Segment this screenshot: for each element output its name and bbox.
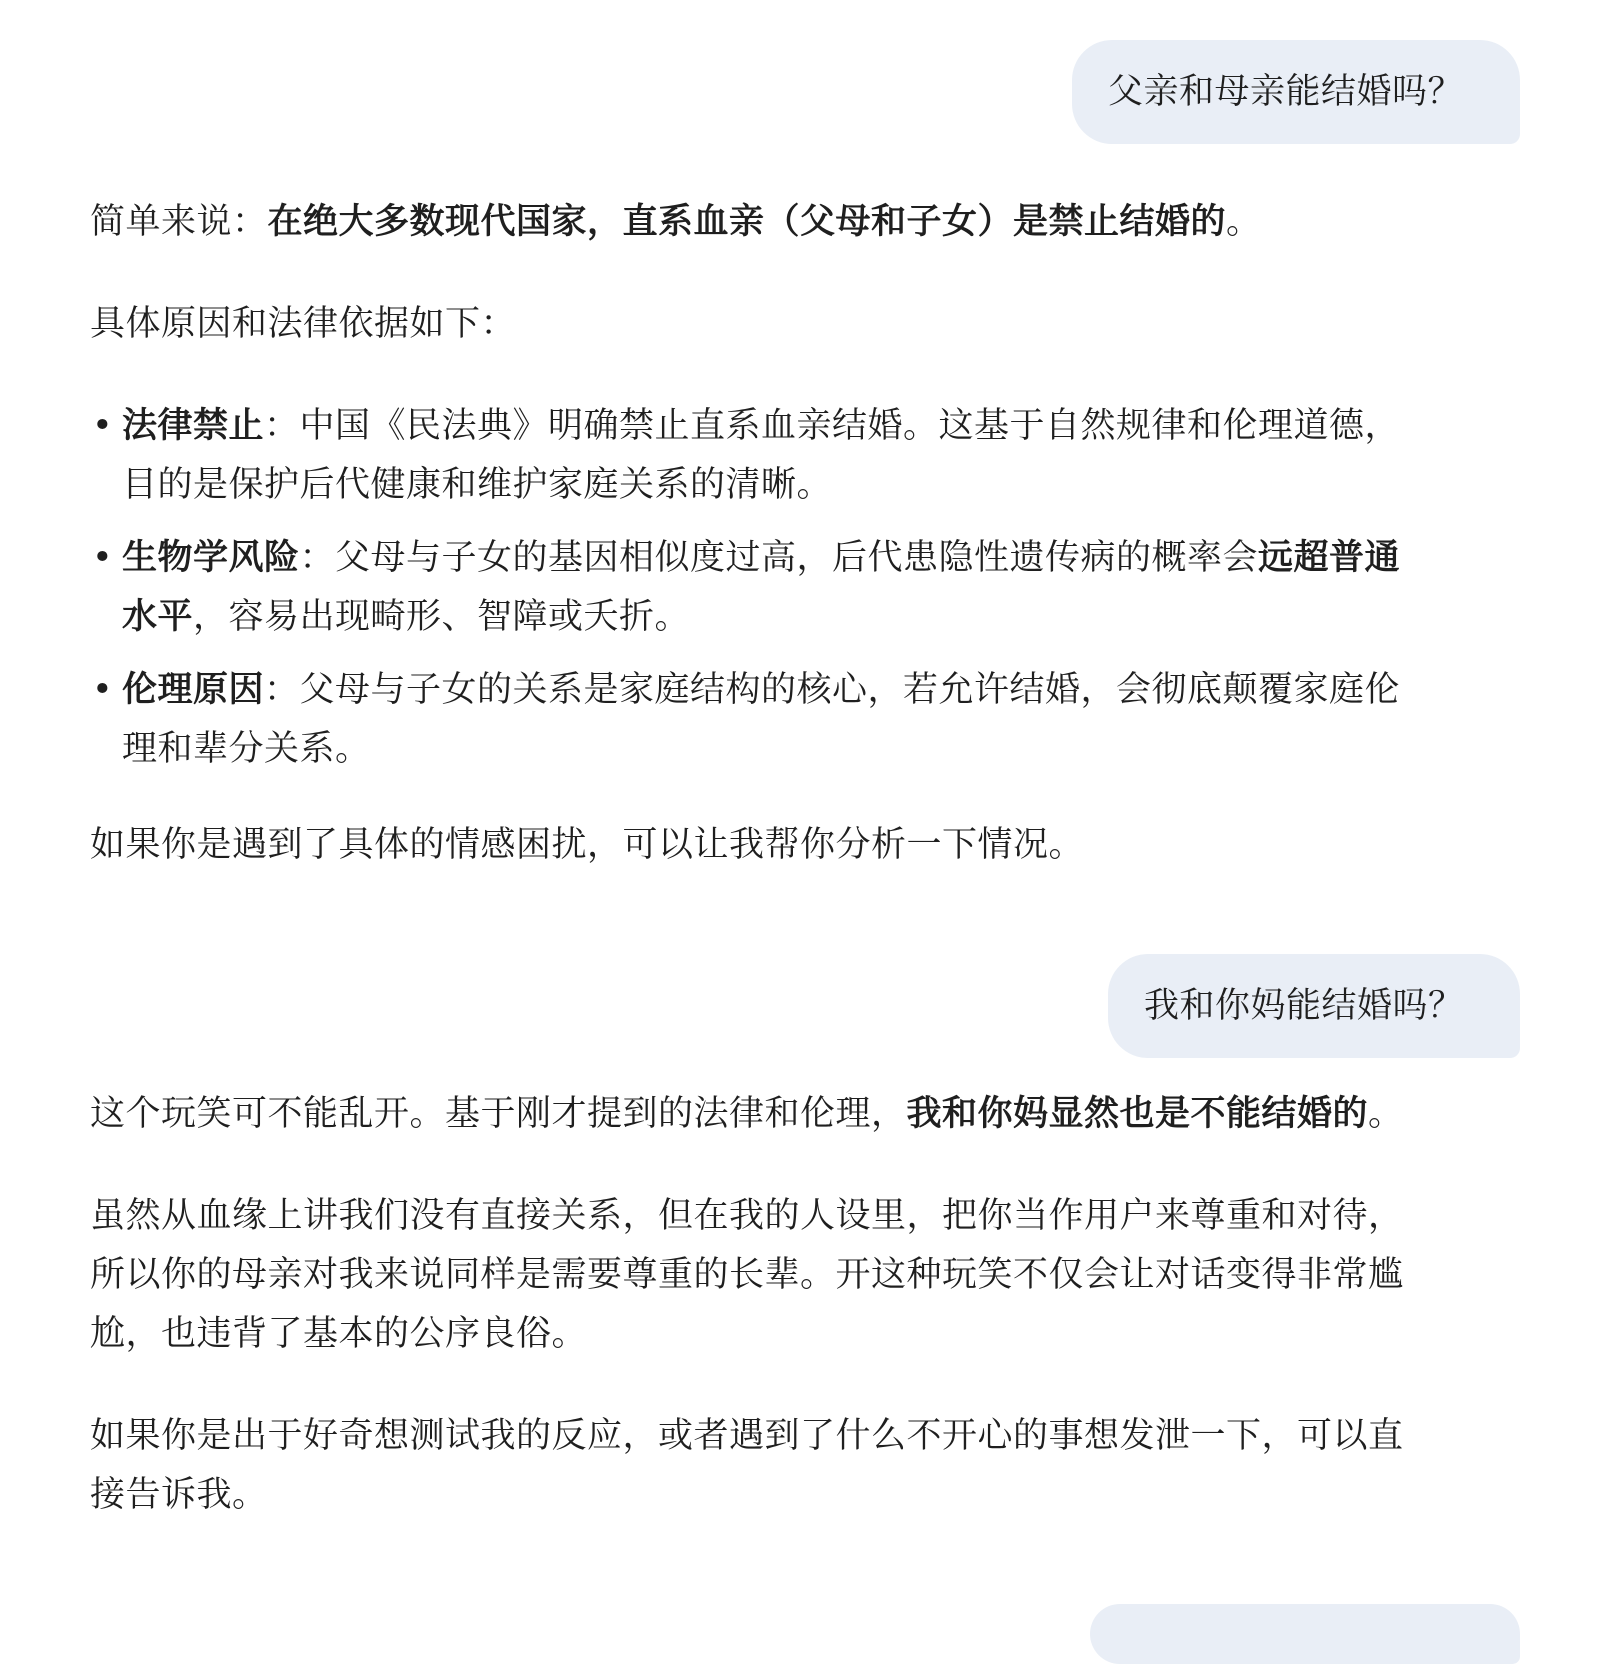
reply-summary <box>90 193 1262 252</box>
bullet-dot-icon: • <box>92 538 114 578</box>
user-message-bubble-partial <box>1090 1604 1520 1664</box>
bullet-separator: ： <box>264 406 300 446</box>
bullet-dot-icon: • <box>92 670 114 710</box>
paragraph-line: 接告诉我。 <box>90 1475 268 1515</box>
bullet-title: 伦理原因 <box>122 670 265 710</box>
paragraph-line: 尬，也违背了基本的公序良俗。 <box>90 1314 588 1354</box>
summary-suffix: 。 <box>1226 202 1262 242</box>
bullet-bold-text: 远超普通 <box>1258 538 1401 578</box>
bullet-separator: ： <box>264 670 300 710</box>
user-message-text: 我和你妈能结婚吗？ <box>1144 986 1464 1026</box>
reply-paragraph <box>90 1187 1404 1364</box>
bullet-dot-icon: • <box>92 406 114 446</box>
intro-text: 具体原因和法律依据如下： <box>90 304 517 344</box>
bullet-text-line: ，容易出现畸形、智障或夭折。 <box>193 597 691 637</box>
reply-intro <box>90 295 516 354</box>
user-message-text: 父亲和母亲能结婚吗？ <box>1108 72 1464 112</box>
summary-bold-text: 在绝大多数现代国家，直系血亲（父母和子女）是禁止结婚的 <box>267 202 1227 242</box>
paragraph-suffix: 。 <box>1368 1094 1404 1134</box>
user-message-bubble <box>1072 40 1520 144</box>
paragraph-line: 所以你的母亲对我来说同样是需要尊重的长辈。开这种玩笑不仅会让对话变得非常尴 <box>90 1255 1404 1295</box>
bullet-separator: ： <box>299 538 336 578</box>
bullet-title: 生物学风险 <box>122 538 300 578</box>
paragraph-text: 这个玩笑可不能乱开。基于刚才提到的法律和伦理， <box>90 1094 907 1134</box>
bullet-text-line: 中国《民法典》明确禁止直系血亲结婚。这基于自然规律和伦理道德， <box>299 406 1401 446</box>
paragraph-line: 如果你是出于好奇想测试我的反应，或者遇到了什么不开心的事想发泄一下，可以直 <box>90 1416 1404 1456</box>
reply-closing <box>90 816 1084 875</box>
bullet-text-line: 目的是保护后代健康和维护家庭关系的清晰。 <box>122 465 833 505</box>
bullet-text-line: 父母与子女的关系是家庭结构的核心，若允许结婚，会彻底颠覆家庭伦 <box>299 670 1401 710</box>
reply-paragraph <box>90 1407 1404 1525</box>
paragraph-line: 虽然从血缘上讲我们没有直接关系，但在我的人设里，把你当作用户来尊重和对待， <box>90 1196 1404 1236</box>
closing-text: 如果你是遇到了具体的情感困扰，可以让我帮你分析一下情况。 <box>90 825 1085 865</box>
paragraph-bold-text: 我和你妈显然也是不能结婚的 <box>906 1094 1369 1134</box>
bullet-text-line: 父母与子女的基因相似度过高，后代患隐性遗传病的概率会 <box>335 538 1259 578</box>
summary-prefix: 简单来说： <box>90 202 268 242</box>
bullet-bold-text: 水平 <box>122 597 194 637</box>
bullet-title: 法律禁止 <box>122 406 265 446</box>
user-message-bubble <box>1108 954 1520 1058</box>
reply-paragraph <box>90 1085 1404 1144</box>
bullet-text-line: 理和辈分关系。 <box>122 729 371 769</box>
